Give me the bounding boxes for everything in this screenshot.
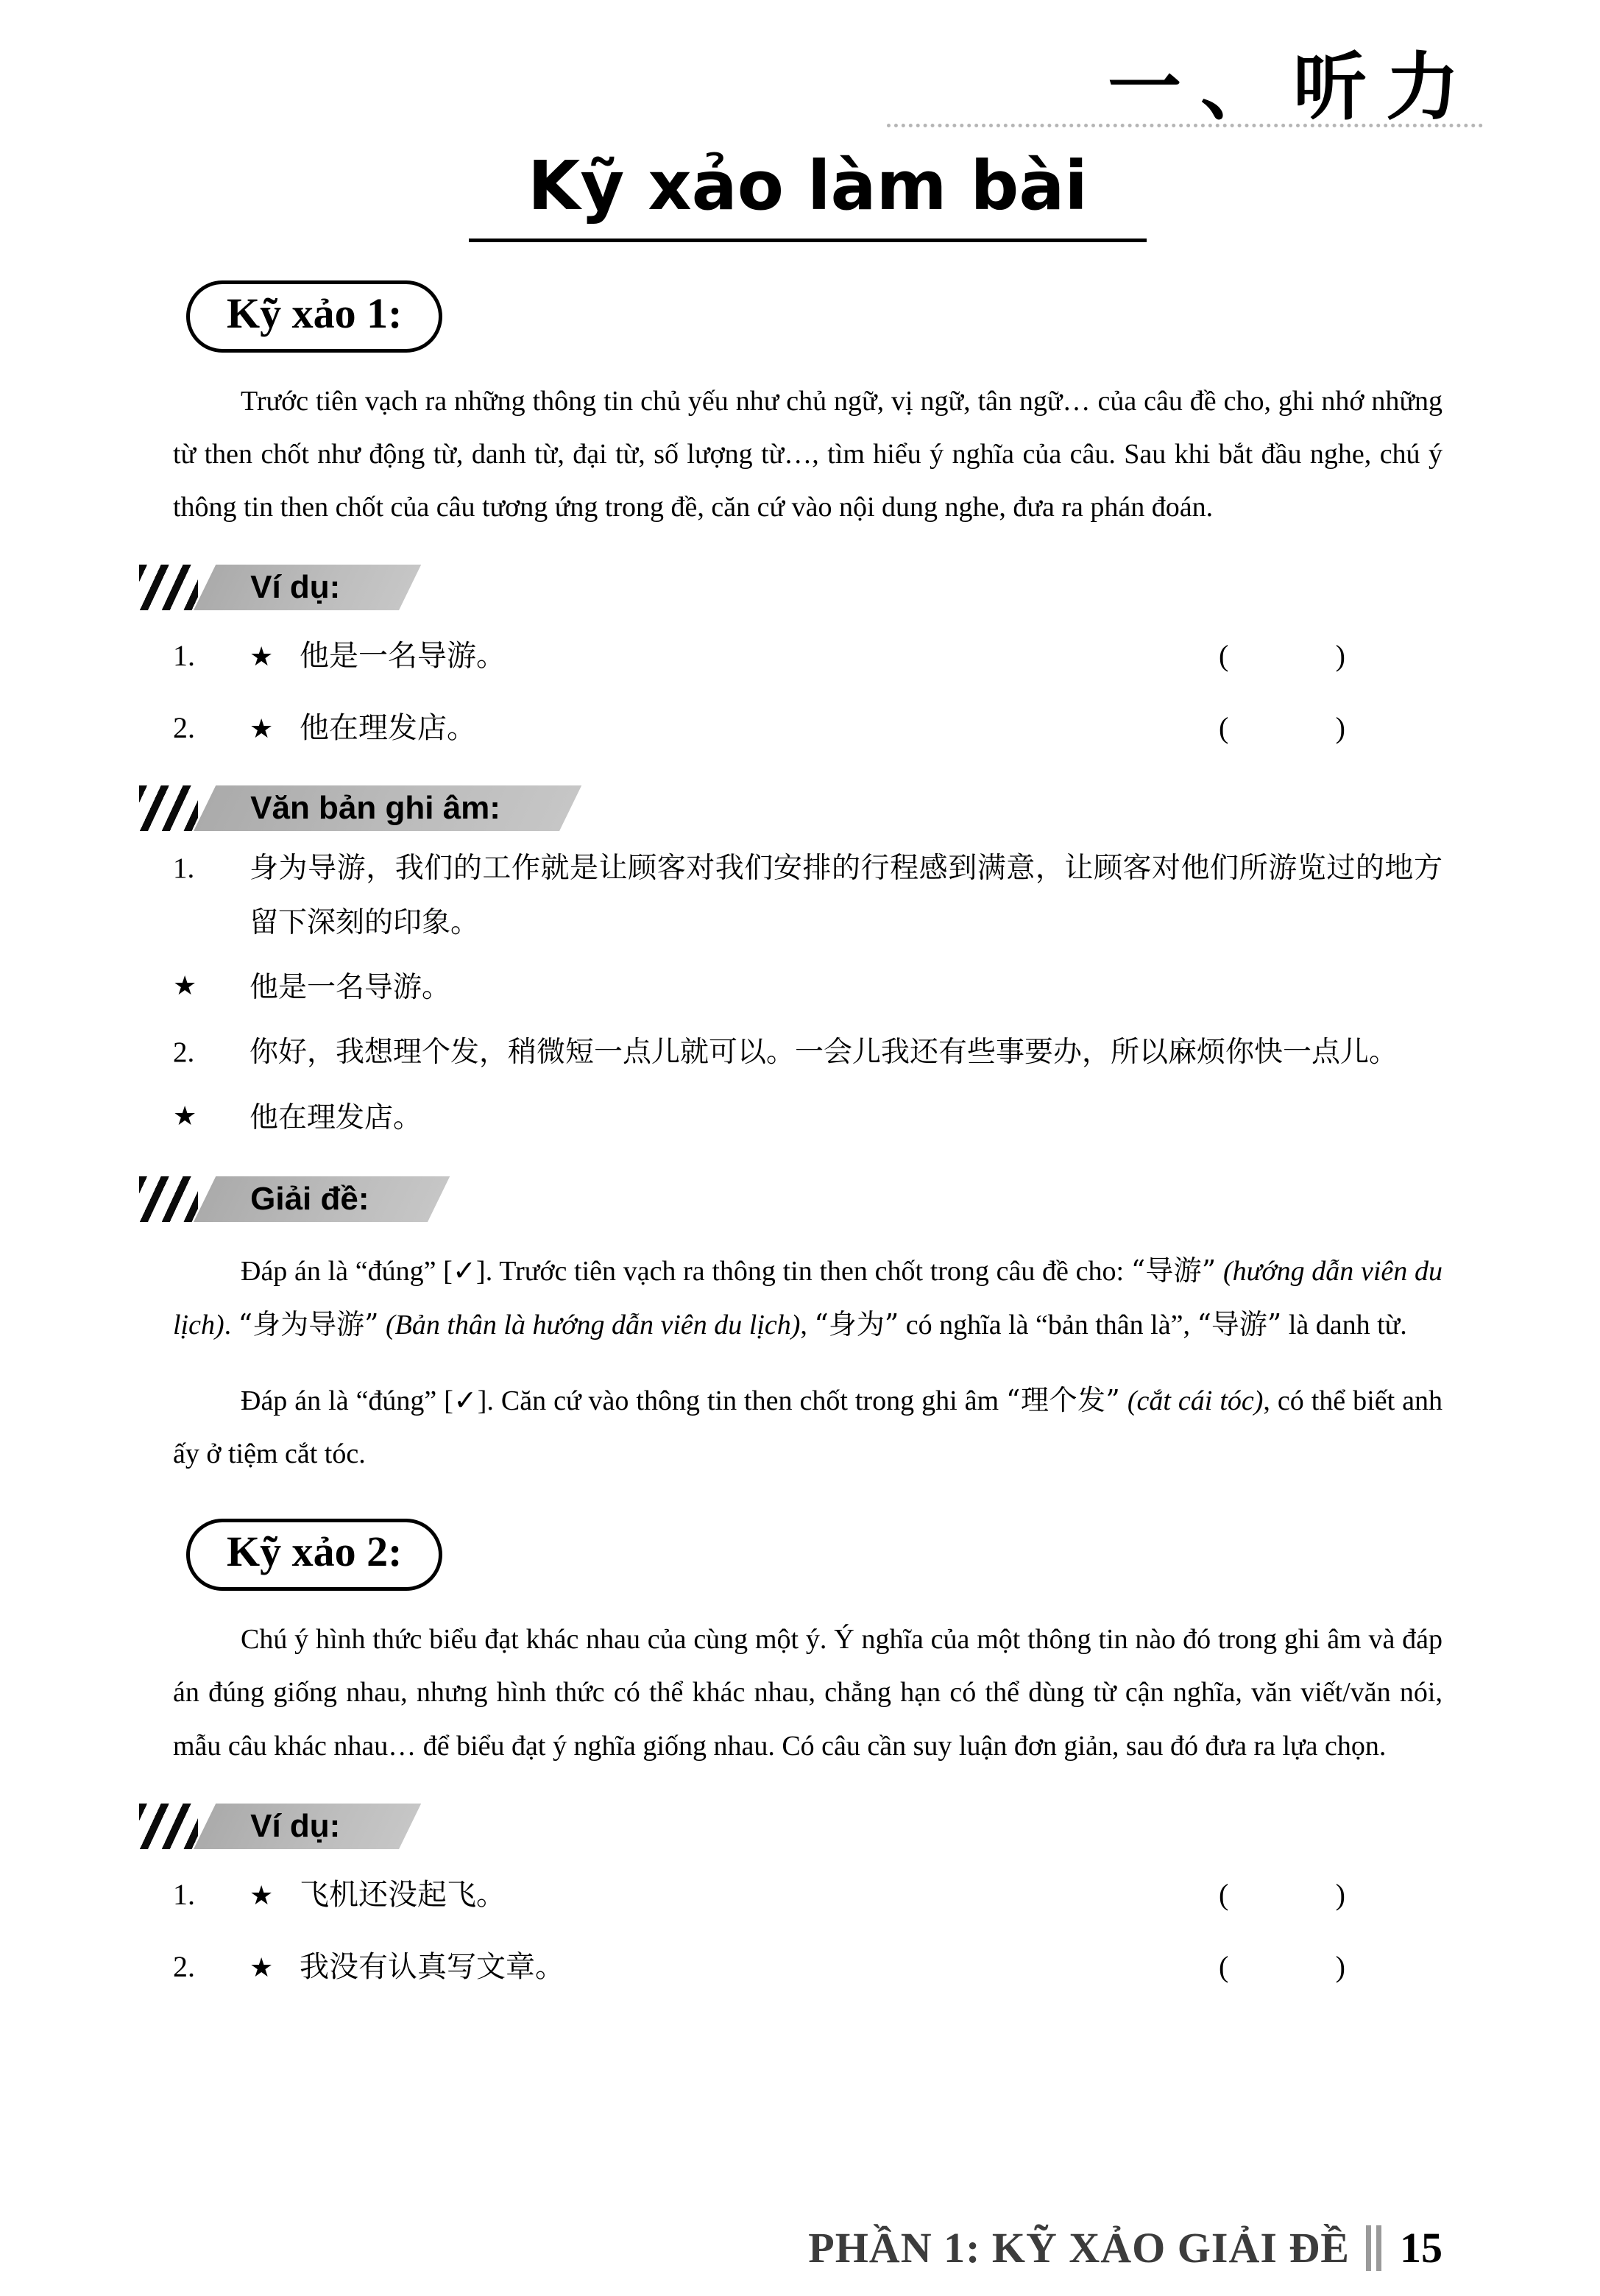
example-text: 他是一名导游。 — [300, 639, 506, 673]
transcript-number: 2. — [173, 1036, 195, 1069]
transcript-text: 身为导游，我们的工作就是让顾客对我们安排的行程感到满意，让顾客对他们所游览过的地方留下深刻的印象。 — [249, 852, 1443, 939]
paren-open: ( — [1219, 1949, 1229, 1983]
transcript-row-2 — [173, 961, 1443, 1015]
star-icon: ★ — [249, 642, 274, 672]
example-row-2 — [173, 702, 1443, 755]
skill-2-section — [173, 1480, 1443, 1993]
transcript-number: 1. — [173, 852, 195, 885]
paren-close: ) — [1335, 639, 1345, 673]
vietnamese-gloss: (hướng dẫn viên du lịch) — [173, 1255, 1443, 1340]
star-icon: ★ — [173, 971, 197, 1001]
example-row-1 — [173, 1868, 1443, 1921]
page-title: Kỹ xảo làm bài — [469, 147, 1147, 242]
text-segment: , có thể biết anh ấy ở tiệm cắt tóc. — [173, 1385, 1443, 1470]
skill-2-badge — [186, 1519, 442, 1591]
text-segment: , — [800, 1309, 815, 1340]
banner-stripes-icon — [139, 565, 198, 610]
banner-stripes-icon — [139, 1176, 198, 1222]
text-segment: có nghĩa là “bản thân là”, — [899, 1309, 1197, 1340]
text-segment: Đáp án là “đúng” [✓]. Trước tiên vạch ra thông tin then chốt trong câu đề cho: — [241, 1255, 1131, 1287]
vietnamese-gloss: (Bản thân là hướng dẫn viên du lịch) — [378, 1309, 801, 1340]
answer-blank — [1219, 629, 1345, 682]
transcript-text: 他是一名导游。 — [249, 972, 451, 1004]
transcript-banner — [139, 785, 1443, 831]
star-icon: ★ — [249, 1952, 274, 1982]
paren-open: ( — [1219, 711, 1229, 745]
banner-stripes-icon — [139, 1804, 198, 1849]
text-segment: là danh từ. — [1281, 1309, 1407, 1340]
example-row-1 — [173, 629, 1443, 682]
paren-close: ) — [1335, 1877, 1345, 1911]
transcript-row-4 — [173, 1091, 1443, 1145]
skill-1-intro: Trước tiên vạch ra những thông tin chủ yếu như chủ ngữ, vị ngữ, tân ngữ… của câu đề cho, ghi nhớ những từ then chốt như động từ, danh từ, đại từ, số lượng từ…, tìm hiểu ý nghĩa của câu. Sau khi bắt đầu nghe, chú ý thông tin then chốt của câu tương ứng trong đề, căn cứ vào nội dung nghe, đưa ra phán đoán. — [173, 385, 1443, 523]
chinese-term: “身为导游” — [238, 1307, 379, 1340]
paren-open: ( — [1219, 1877, 1229, 1911]
solution-banner — [139, 1176, 1443, 1222]
footer-divider-bars — [1366, 2225, 1387, 2271]
chinese-term: “身为” — [814, 1307, 899, 1340]
transcript-banner-label: Văn bản ghi âm: — [250, 790, 500, 827]
text-segment: Đáp án là “đúng” [✓]. Căn cứ vào thông tin then chốt trong ghi âm — [241, 1385, 1007, 1416]
banner-box — [194, 565, 421, 610]
answer-blank — [1219, 702, 1345, 755]
chinese-term: “导游” — [1197, 1307, 1282, 1340]
example-number: 1. — [173, 639, 195, 673]
example-row-2 — [173, 1940, 1443, 1993]
skill-1-badge — [186, 280, 442, 353]
chinese-term: “理个发” — [1006, 1384, 1120, 1416]
banner-box — [194, 1804, 421, 1849]
footer-section-label: PHẦN 1: KỸ XẢO GIẢI ĐỀ — [808, 2224, 1350, 2272]
page-number: 15 — [1400, 2224, 1443, 2272]
banner-stripes-icon — [139, 785, 198, 831]
vietnamese-gloss: (cắt cái tóc) — [1119, 1385, 1264, 1416]
example-text: 他在理发店。 — [300, 711, 476, 745]
paren-close: ) — [1335, 711, 1345, 745]
example-text: 飞机还没起飞。 — [300, 1877, 506, 1911]
example-number: 2. — [173, 1949, 195, 1983]
transcript-row-3 — [173, 1025, 1443, 1080]
paren-close: ) — [1335, 1949, 1345, 1983]
skill-2-badge-label: Kỹ xảo 2: — [227, 1527, 403, 1576]
example-text: 我没有认真写文章。 — [300, 1949, 564, 1983]
transcript-text: 他在理发店。 — [249, 1101, 422, 1134]
divider-bar — [1376, 2225, 1381, 2271]
text-segment: . — [224, 1309, 238, 1340]
solution-banner-label: Giải đề: — [250, 1180, 369, 1217]
example-banner-1-label: Ví dụ: — [250, 569, 341, 606]
example-banner-2 — [139, 1804, 1443, 1849]
answer-blank — [1219, 1868, 1345, 1921]
chinese-term: “导游” — [1130, 1254, 1217, 1287]
star-icon: ★ — [249, 1880, 274, 1910]
divider-bar — [1366, 2225, 1371, 2271]
solution-paragraph-2 — [173, 1374, 1443, 1480]
page-footer — [808, 2223, 1443, 2272]
transcript-row-1 — [173, 841, 1443, 950]
chapter-header: 一、听力 — [1108, 43, 1479, 130]
example-number: 1. — [173, 1877, 195, 1911]
skill-2-intro: Chú ý hình thức biểu đạt khác nhau của cùng một ý. Ý nghĩa của một thông tin nào đó trong ghi âm và đáp án đúng giống nhau, nhưng hình thức có thể khác nhau, chẳng hạn có thể dùng từ cận nghĩa, văn viết/văn nói, mẫu câu khác nhau… để biểu đạt ý nghĩa giống nhau. Có câu cần suy luận đơn giản, sau đó đưa ra lựa chọn. — [173, 1624, 1443, 1762]
example-banner-2-label: Ví dụ: — [250, 1807, 341, 1844]
paren-open: ( — [1219, 639, 1229, 673]
solution-paragraph-1 — [173, 1244, 1443, 1352]
skill-1-badge-label: Kỹ xảo 1: — [227, 289, 403, 337]
star-icon: ★ — [173, 1101, 197, 1131]
example-number: 2. — [173, 711, 195, 745]
banner-box — [194, 785, 581, 831]
example-banner-1 — [139, 565, 1443, 610]
transcript-text: 你好，我想理个发，稍微短一点儿就可以。一会儿我还有些事要办，所以麻烦你快一点儿。 — [249, 1036, 1398, 1069]
skill-1-section — [173, 242, 1443, 1481]
banner-box — [194, 1176, 450, 1222]
answer-blank — [1219, 1940, 1345, 1993]
star-icon: ★ — [249, 714, 274, 744]
